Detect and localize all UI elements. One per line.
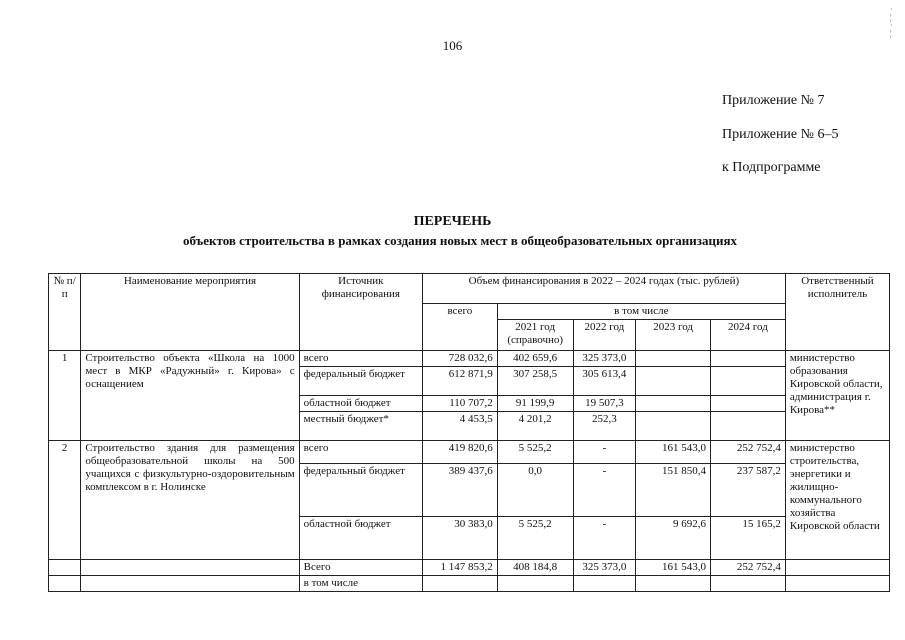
row-num: 1: [49, 351, 81, 441]
including-source: в том числе: [299, 576, 422, 592]
row-2021: 307 258,5: [497, 367, 573, 396]
row-source: всего: [299, 351, 422, 367]
including-cell-empty: [636, 576, 711, 592]
header-executor: Ответственный исполнитель: [785, 274, 889, 351]
row-2024: [711, 367, 786, 396]
totals-2021: 408 184,8: [497, 560, 573, 576]
row-source: областной бюджет: [299, 396, 422, 412]
row-2023: [636, 351, 711, 367]
totals-name-empty: [81, 560, 299, 576]
totals-total: 1 147 853,2: [422, 560, 497, 576]
table-row: [49, 351, 890, 367]
table-row: [49, 441, 890, 464]
header-name: Наименование мероприятия: [81, 274, 299, 351]
totals-2022: 325 373,0: [573, 560, 636, 576]
row-2022: -: [573, 464, 636, 517]
including-cell-empty: [711, 576, 786, 592]
totals-2023: 161 543,0: [636, 560, 711, 576]
row-2021: 0,0: [497, 464, 573, 517]
header-2022: 2022 год: [573, 320, 636, 351]
row-2023: 9 692,6: [636, 517, 711, 560]
row-name: Строительство объекта «Школа на 1000 мест в МКР «Радужный» г. Кирова» с оснащением: [81, 351, 299, 441]
funding-table: [48, 273, 890, 592]
header-row-1: [49, 274, 890, 304]
including-name-empty: [81, 576, 299, 592]
including-cell-empty: [785, 576, 889, 592]
row-total: 4 453,5: [422, 412, 497, 441]
totals-2024: 252 752,4: [711, 560, 786, 576]
row-name: Строительство здания для размещения общеобразовательной школы на 500 учащихся с физкультурно-оздоровительным комплексом в г. Нолинске: [81, 441, 299, 560]
including-cell-empty: [422, 576, 497, 592]
row-total: 728 032,6: [422, 351, 497, 367]
row-2024: [711, 396, 786, 412]
row-executor: министерство образования Кировской области, администрация г. Кирова**: [785, 351, 889, 441]
header-total: всего: [422, 304, 497, 351]
totals-row: [49, 560, 890, 576]
row-2024: [711, 412, 786, 441]
header-volume: Объем финансирования в 2022 – 2024 годах (тыс. рублей): [422, 274, 785, 304]
row-2022: -: [573, 441, 636, 464]
totals-num-empty: [49, 560, 81, 576]
appendix-line-3: к Подпрограмме: [722, 160, 821, 175]
totals-source: Всего: [299, 560, 422, 576]
header-including: в том числе: [497, 304, 785, 320]
document-title: ПЕРЕЧЕНЬ: [413, 214, 492, 229]
row-source: областной бюджет: [299, 517, 422, 560]
appendix-line-2: Приложение № 6–5: [722, 127, 839, 142]
row-2023: 151 850,4: [636, 464, 711, 517]
page-number: 106: [442, 38, 463, 53]
header-2023: 2023 год: [636, 320, 711, 351]
row-total: 30 383,0: [422, 517, 497, 560]
margin-scan-marks: · ¦ · ¦: [890, 5, 893, 38]
row-total: 419 820,6: [422, 441, 497, 464]
row-2021: 5 525,2: [497, 517, 573, 560]
row-2022: 19 507,3: [573, 396, 636, 412]
row-2022: 252,3: [573, 412, 636, 441]
row-2023: [636, 396, 711, 412]
row-2022: -: [573, 517, 636, 560]
row-executor: министерство строительства, энергетики и жилищно-коммунального хозяйства Кировской области: [785, 441, 889, 560]
row-2022: 325 373,0: [573, 351, 636, 367]
row-num: 2: [49, 441, 81, 560]
row-total: 612 871,9: [422, 367, 497, 396]
row-2024: 15 165,2: [711, 517, 786, 560]
header-2024: 2024 год: [711, 320, 786, 351]
row-source: федеральный бюджет: [299, 367, 422, 396]
header-2021: 2021 год (справочно): [497, 320, 573, 351]
row-2021: 4 201,2: [497, 412, 573, 441]
header-source: Источник финансирования: [299, 274, 422, 351]
row-2024: 237 587,2: [711, 464, 786, 517]
row-2021: 5 525,2: [497, 441, 573, 464]
row-2024: 252 752,4: [711, 441, 786, 464]
header-num: № п/п: [49, 274, 81, 351]
row-2024: [711, 351, 786, 367]
row-2023: [636, 367, 711, 396]
including-num-empty: [49, 576, 81, 592]
row-source: федеральный бюджет: [299, 464, 422, 517]
row-source: всего: [299, 441, 422, 464]
totals-executor-empty: [785, 560, 889, 576]
including-cell-empty: [573, 576, 636, 592]
row-2021: 91 199,9: [497, 396, 573, 412]
row-2023: [636, 412, 711, 441]
row-total: 110 707,2: [422, 396, 497, 412]
document-subtitle: объектов строительства в рамках создания новых мест в общеобразовательных организациях: [182, 233, 738, 248]
including-row: [49, 576, 890, 592]
row-source: местный бюджет*: [299, 412, 422, 441]
row-2021: 402 659,6: [497, 351, 573, 367]
row-2022: 305 613,4: [573, 367, 636, 396]
row-2023: 161 543,0: [636, 441, 711, 464]
appendix-line-1: Приложение № 7: [722, 93, 825, 108]
including-cell-empty: [497, 576, 573, 592]
row-total: 389 437,6: [422, 464, 497, 517]
